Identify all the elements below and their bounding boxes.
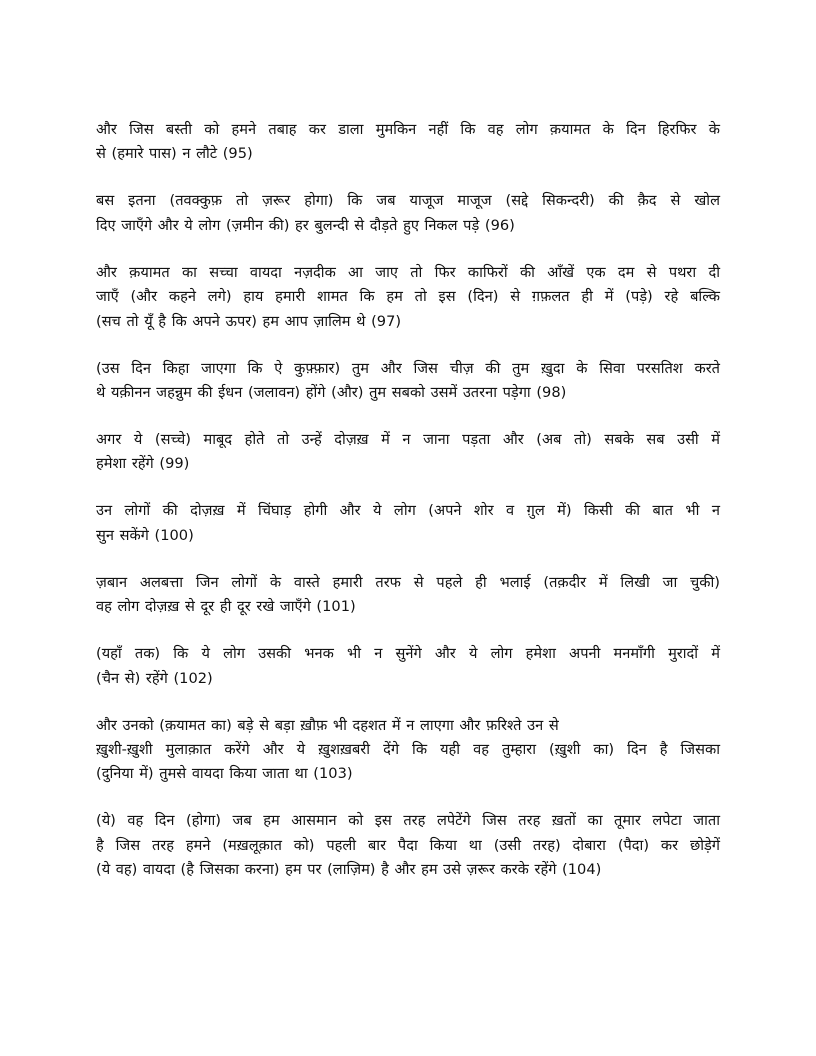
verse-line: सुन सकेंगे (100) (96, 526, 194, 544)
verse-line: उन लोगों की दोज़ख़ में चिंघाड़ होगी और ये लोग (अपने शोर व ग़ुल में) किसी की बात भी न (96, 502, 720, 520)
verse-list (96, 118, 720, 905)
verse-line: और जिस बस्ती को हमने तबाह कर डाला मुमकिन नहीं कि वह लोग क़यामत के दिन हिरफिर के (96, 121, 720, 138)
verse-line: थे यक़ीनन जहन्नुम की ईधन (जलावन) होंगे (और) तुम सबको उसमें उतरना पड़ेगा (98) (96, 384, 567, 402)
verse-95 (96, 118, 720, 167)
verse-line: और क़यामत का सच्चा वायदा नज़दीक आ जाए तो फिर काफिरों की आँखें एक दम से पथरा दी (96, 263, 720, 281)
verse-102 (96, 642, 720, 691)
verse-line: हमेशा रहेंगे (99) (96, 455, 190, 473)
verse-98 (96, 357, 720, 406)
verse-line: से (हमारे पास) न लौटे (95) (96, 145, 253, 163)
verse-line: (सच तो यूँ है कि अपने ऊपर) हम आप ज़ालिम थे (97) (96, 312, 402, 330)
verse-line: दिए जाएँगे और ये लोग (ज़मीन की) हर बुलन्दी से दौड़ते हुए निकल पड़े (96) (96, 216, 515, 234)
verse-line: जाएँ (और कहने लगे) हाय हमारी शामत कि हम तो इस (दिन) से ग़फ़लत ही में (पड़े) रहे बल्कि (96, 288, 720, 306)
verse-line: (दुनिया में) तुमसे वायदा किया जाता था (103) (96, 765, 353, 783)
verse-103 (96, 714, 720, 787)
verse-line: अगर ये (सच्चे) माबूद होते तो उन्हें दोज़ख़ में न जाना पड़ता और (अब तो) सबके सब उसी में (96, 431, 720, 449)
verse-line: है जिस तरह हमने (मख़लूक़ात को) पहली बार पैदा किया था (उसी तरह) दोबारा (पैदा) कर छोड़ेगें (96, 836, 720, 854)
verse-101 (96, 571, 720, 620)
verse-line: (चैन से) रहेंगे (102) (96, 669, 213, 687)
verse-line: ज़बान अलबत्ता जिन लोगों के वास्ते हमारी तरफ से पहले ही भलाई (तक़दीर में लिखी जा चुकी) (96, 573, 720, 591)
verse-line: वह लोग दोज़ख़ से दूर ही दूर रखे जाएँगे (101) (96, 598, 356, 616)
verse-104 (96, 809, 720, 882)
verse-line: और उनको (क़यामत का) बड़े से बड़ा ख़ौफ़ भी दहशत में न लाएगा और फ़रिश्ते उन से (96, 716, 559, 734)
verse-line: (ये) वह दिन (होगा) जब हम आसमान को इस तरह लपेटेंगे जिस तरह ख़तों का तूमार लपेटा जाता (96, 812, 720, 830)
verse-97 (96, 261, 720, 334)
verse-line: (ये वह) वायदा (है जिसका करना) हम पर (लाज़िम) है और हम उसे ज़रूर करके रहेंगे (104) (96, 861, 602, 879)
verse-line: (उस दिन किहा जाएगा कि ऐ कुफ़्फ़ार) तुम और जिस चीज़ की तुम ख़ुदा के सिवा परसतिश करते (96, 359, 720, 377)
verse-99 (96, 428, 720, 477)
verse-line: ख़ुशी-ख़ुशी मुलाक़ात करेंगे और ये ख़ुशख़बरी देंगे कि यही वह तुम्हारा (ख़ुशी का) दिन है जिसका (96, 741, 720, 759)
verse-96 (96, 189, 720, 238)
verse-line: बस इतना (तवक्कुफ़ तो ज़रूर होगा) कि जब याजूज माजूज (सद्दे सिकन्दरी) की क़ैद से खोल (96, 192, 720, 210)
verse-line: (यहाँ तक) कि ये लोग उसकी भनक भी न सुनेंगे और ये लोग हमेशा अपनी मनमाँगी मुरादों में (96, 645, 720, 663)
verse-100 (96, 499, 720, 548)
